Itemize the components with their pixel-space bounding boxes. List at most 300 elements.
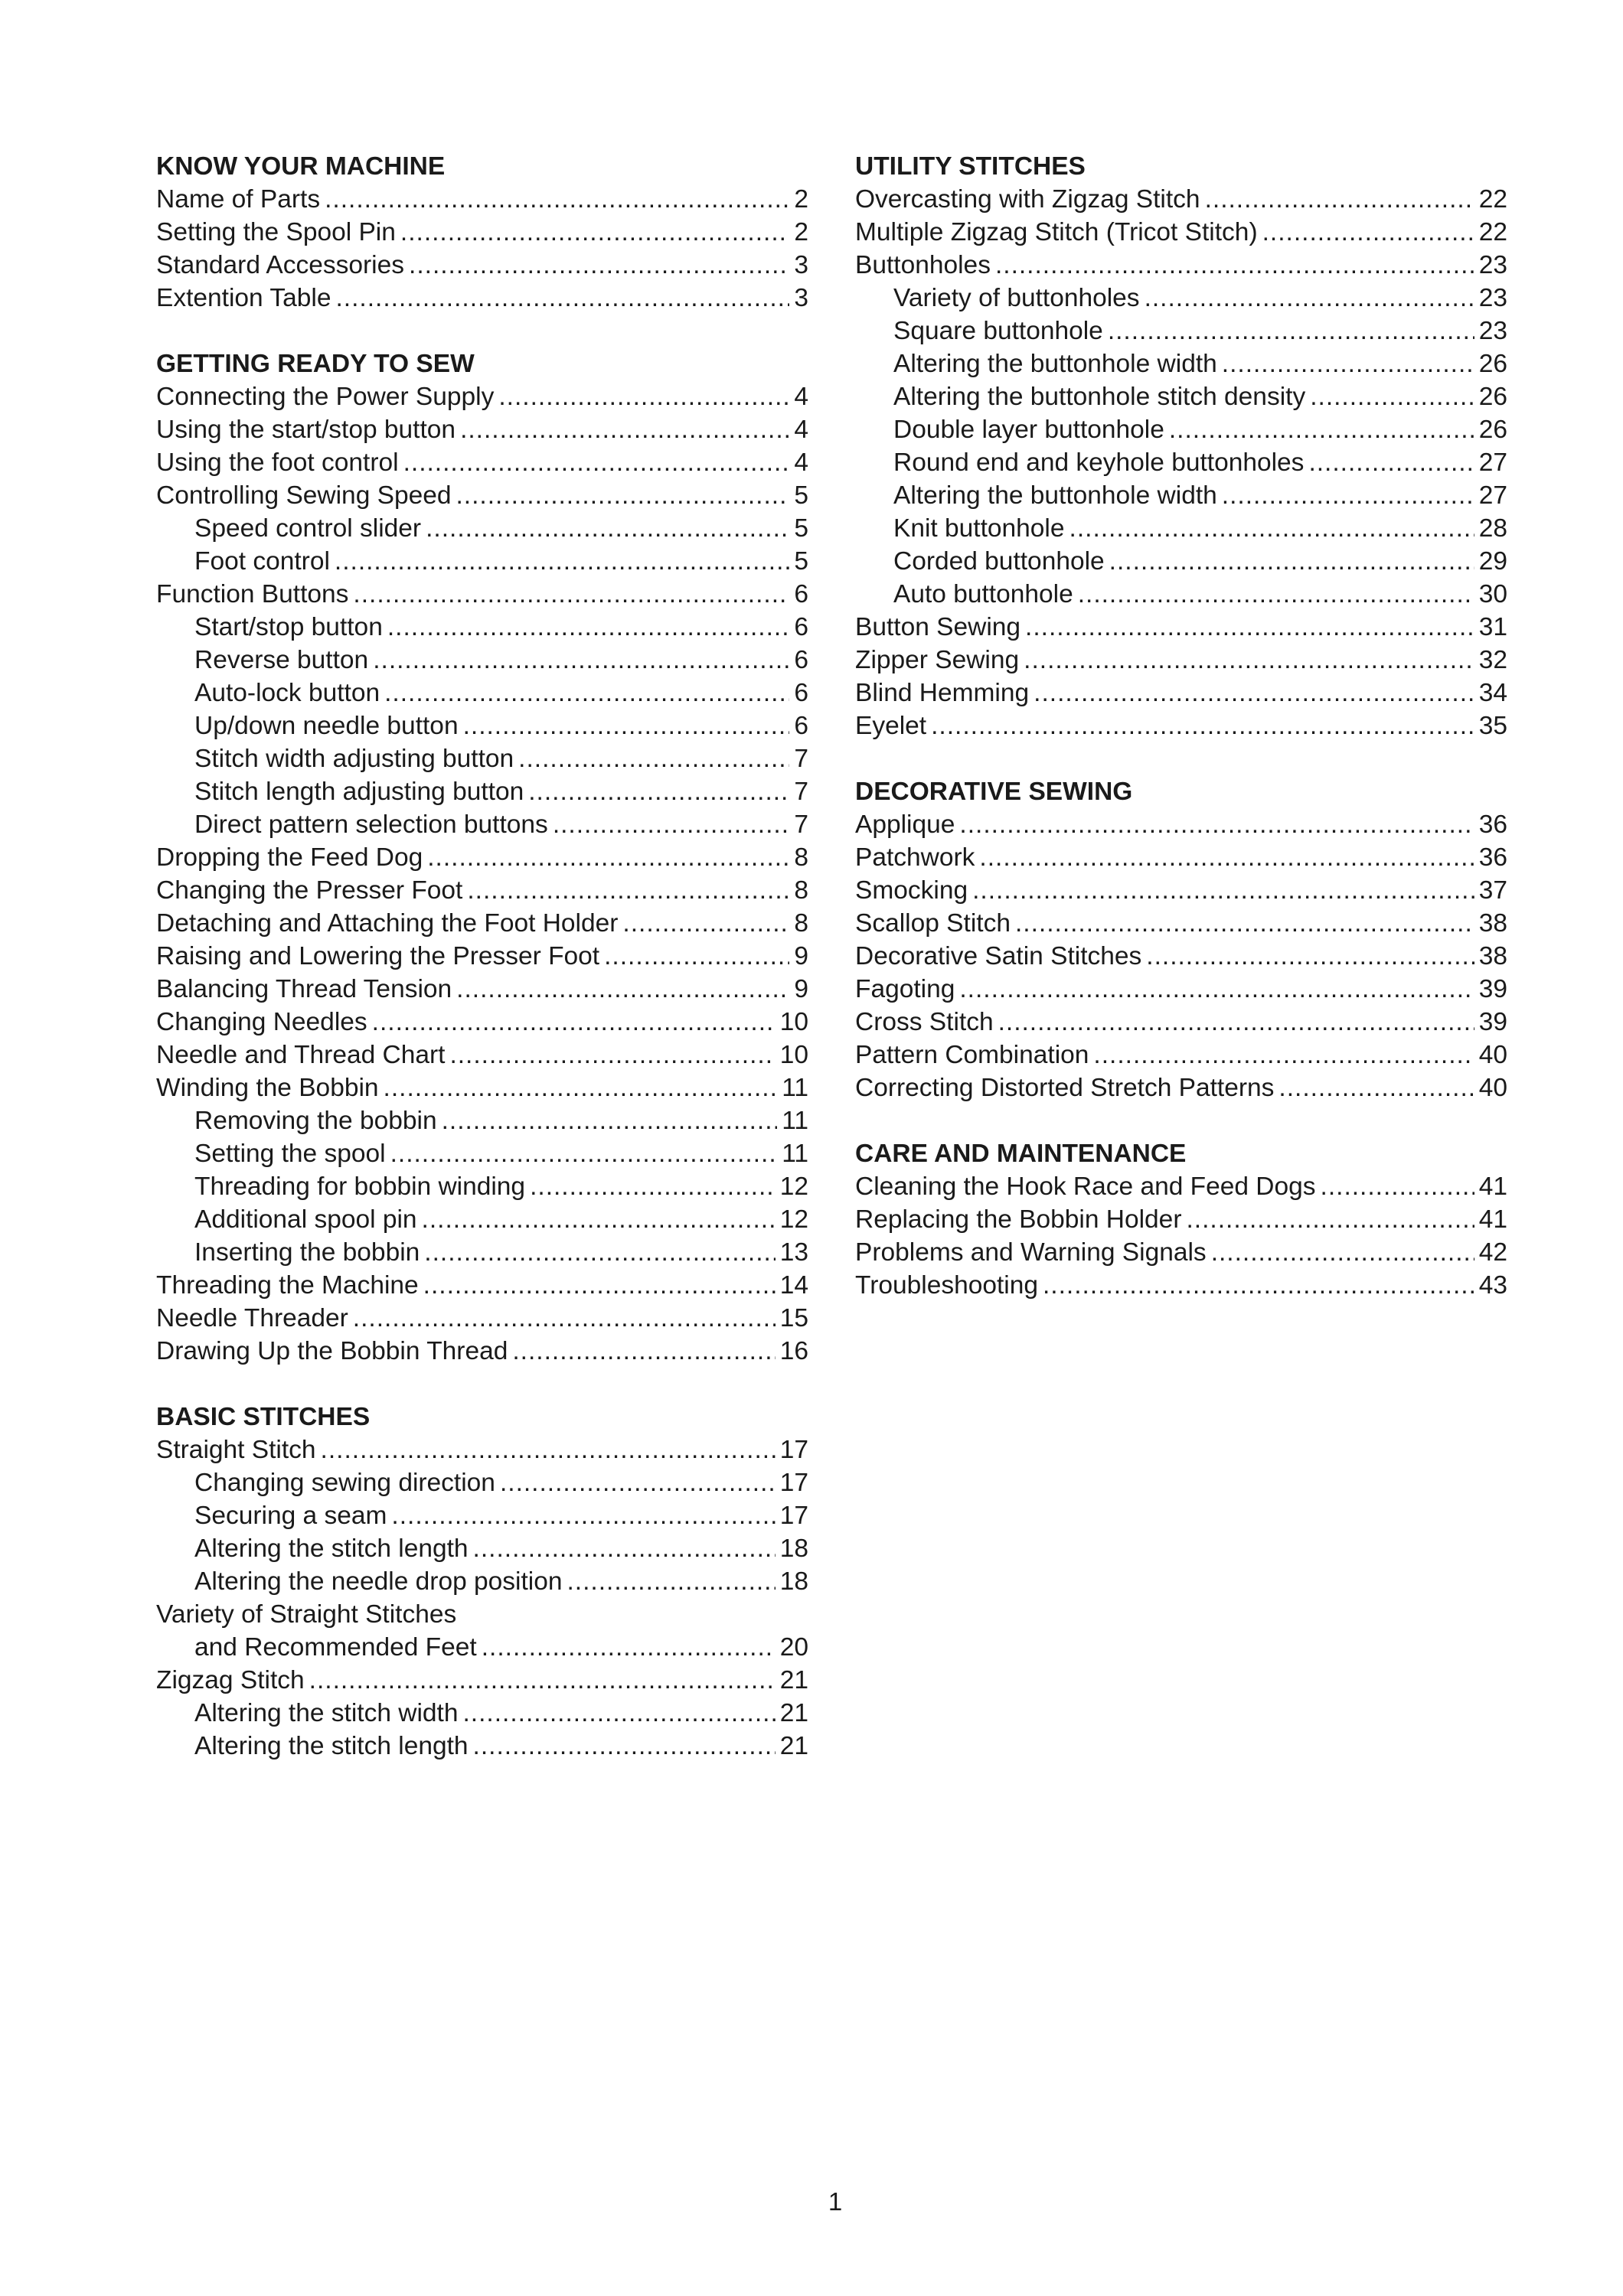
dot-leader xyxy=(553,808,790,841)
entry-page-number: 7 xyxy=(794,745,808,773)
entry-page-number: 22 xyxy=(1478,218,1507,246)
toc-entry xyxy=(156,1071,808,1104)
toc-entry xyxy=(156,677,808,709)
entry-page-number: 14 xyxy=(779,1271,808,1300)
dot-leader xyxy=(1145,282,1474,315)
entry-page-number: 4 xyxy=(794,416,808,444)
entry-page-number: 21 xyxy=(779,1699,808,1727)
toc-entry xyxy=(156,808,808,841)
toc-entry xyxy=(156,1302,808,1335)
toc-entry xyxy=(156,1466,808,1499)
entry-page-number: 11 xyxy=(782,1074,808,1102)
toc-entry xyxy=(855,808,1507,841)
entry-title: Smocking xyxy=(855,876,968,905)
toc-entry xyxy=(156,545,808,578)
dot-leader xyxy=(1024,644,1474,677)
dot-leader xyxy=(325,183,789,216)
entry-page-number: 9 xyxy=(794,975,808,1003)
entry-page-number: 21 xyxy=(779,1666,808,1694)
dot-leader xyxy=(567,1565,776,1598)
dot-leader xyxy=(427,841,789,874)
dot-leader xyxy=(979,841,1474,874)
dot-leader xyxy=(422,1203,776,1236)
entry-page-number: 43 xyxy=(1478,1271,1507,1300)
entry-page-number: 12 xyxy=(779,1172,808,1201)
dot-leader xyxy=(1108,315,1474,347)
toc-entry xyxy=(156,216,808,249)
dot-leader xyxy=(1025,611,1474,644)
dot-leader xyxy=(1211,1236,1474,1269)
entry-page-number: 40 xyxy=(1478,1074,1507,1102)
entry-page-number: 2 xyxy=(794,218,808,246)
dot-leader xyxy=(1069,512,1474,545)
entry-title: Stitch length adjusting button xyxy=(194,778,524,806)
dot-leader xyxy=(1109,545,1474,578)
entry-page-number: 8 xyxy=(794,876,808,905)
entry-page-number: 7 xyxy=(794,810,808,839)
entry-title: Changing the Presser Foot xyxy=(156,876,463,905)
dot-leader xyxy=(1321,1170,1474,1203)
entry-title: Inserting the bobbin xyxy=(194,1238,420,1267)
entry-page-number: 41 xyxy=(1478,1205,1507,1234)
entry-page-number: 15 xyxy=(779,1304,808,1332)
entry-page-number: 10 xyxy=(779,1008,808,1036)
toc-entry xyxy=(156,512,808,545)
entry-page-number: 26 xyxy=(1478,416,1507,444)
dot-leader xyxy=(456,973,789,1006)
toc-entry xyxy=(855,611,1507,644)
dot-leader xyxy=(1262,216,1474,249)
dot-leader xyxy=(462,1697,775,1730)
toc-section-basic-stitches xyxy=(156,1401,808,1763)
entry-page-number: 3 xyxy=(794,284,808,312)
entry-title: Balancing Thread Tension xyxy=(156,975,452,1003)
entry-title: Start/stop button xyxy=(194,613,383,641)
entry-title: Foot control xyxy=(194,547,330,576)
toc-entry xyxy=(156,1664,808,1697)
entry-page-number: 36 xyxy=(1478,843,1507,872)
entry-page-number: 40 xyxy=(1478,1041,1507,1069)
toc-entry xyxy=(855,545,1507,578)
entry-title: Securing a seam xyxy=(194,1502,387,1530)
dot-leader xyxy=(931,709,1474,742)
dot-leader xyxy=(498,380,789,413)
toc-entry xyxy=(855,1006,1507,1039)
entry-page-number: 13 xyxy=(779,1238,808,1267)
entry-title: Decorative Satin Stitches xyxy=(855,942,1142,970)
dot-leader xyxy=(473,1532,776,1565)
entry-page-number: 3 xyxy=(794,251,808,279)
entry-page-number: 6 xyxy=(794,580,808,608)
entry-page-number: 41 xyxy=(1478,1172,1507,1201)
dot-leader xyxy=(1310,380,1474,413)
toc-entry xyxy=(855,578,1507,611)
toc-entry xyxy=(855,874,1507,907)
dot-leader xyxy=(442,1104,778,1137)
entry-title: Connecting the Power Supply xyxy=(156,383,495,411)
entry-page-number: 4 xyxy=(794,383,808,411)
dot-leader xyxy=(335,545,789,578)
entry-page-number: 9 xyxy=(794,942,808,970)
entry-title: Threading for bobbin winding xyxy=(194,1172,526,1201)
entry-title: Buttonholes xyxy=(855,251,991,279)
toc-entry xyxy=(156,1137,808,1170)
entry-title: Blind Hemming xyxy=(855,679,1030,707)
dot-leader xyxy=(995,249,1474,282)
dot-leader xyxy=(959,973,1474,1006)
dot-leader xyxy=(373,644,789,677)
entry-title: Drawing Up the Bobbin Thread xyxy=(156,1337,508,1365)
toc-entry xyxy=(156,709,808,742)
entry-page-number: 7 xyxy=(794,778,808,806)
toc-entry xyxy=(156,1039,808,1071)
toc-entry xyxy=(855,249,1507,282)
entry-title: Scallop Stitch xyxy=(855,909,1011,938)
entry-page-number: 26 xyxy=(1478,350,1507,378)
entry-page-number: 27 xyxy=(1478,448,1507,477)
entry-page-number: 23 xyxy=(1478,251,1507,279)
toc-entry xyxy=(156,446,808,479)
toc-entry xyxy=(156,775,808,808)
entry-title: Cross Stitch xyxy=(855,1008,994,1036)
toc-entry xyxy=(855,413,1507,446)
dot-leader xyxy=(528,775,789,808)
dot-leader xyxy=(473,1730,776,1763)
section-heading: KNOW YOUR MACHINE xyxy=(156,152,446,181)
entry-page-number: 20 xyxy=(779,1633,808,1662)
section-heading: BASIC STITCHES xyxy=(156,1403,371,1431)
dot-leader xyxy=(1146,940,1474,973)
toc-entry xyxy=(156,1433,808,1466)
dot-leader xyxy=(384,677,789,709)
entry-title: Button Sewing xyxy=(855,613,1021,641)
entry-title: Corded buttonhole xyxy=(893,547,1105,576)
toc-entry xyxy=(156,742,808,775)
toc-entry xyxy=(855,1071,1507,1104)
toc-entry xyxy=(156,479,808,512)
toc-entry xyxy=(156,578,808,611)
entry-title: Zigzag Stitch xyxy=(156,1666,305,1694)
toc-right-column xyxy=(855,150,1507,1335)
entry-title: Pattern Combination xyxy=(855,1041,1089,1069)
toc-entry xyxy=(156,940,808,973)
toc-entry xyxy=(855,1039,1507,1071)
entry-page-number: 8 xyxy=(794,909,808,938)
dot-leader xyxy=(972,874,1474,907)
entry-page-number: 6 xyxy=(794,679,808,707)
toc-entry xyxy=(855,512,1507,545)
entry-title: Altering the stitch length xyxy=(194,1732,469,1760)
entry-title: Direct pattern selection buttons xyxy=(194,810,548,839)
entry-title: Knit buttonhole xyxy=(893,514,1065,543)
entry-page-number: 6 xyxy=(794,646,808,674)
section-heading: GETTING READY TO SEW xyxy=(156,350,475,378)
dot-leader xyxy=(1222,347,1474,380)
dot-leader xyxy=(384,1071,778,1104)
entry-page-number: 26 xyxy=(1478,383,1507,411)
entry-page-number: 11 xyxy=(782,1140,808,1168)
entry-page-number: 37 xyxy=(1478,876,1507,905)
entry-page-number: 18 xyxy=(779,1567,808,1596)
entry-title: Changing sewing direction xyxy=(194,1469,495,1497)
dot-leader xyxy=(959,808,1474,841)
entry-title: Eyelet xyxy=(855,712,927,740)
dot-leader xyxy=(1205,183,1474,216)
entry-title: Altering the buttonhole width xyxy=(893,350,1217,378)
entry-title: Problems and Warning Signals xyxy=(855,1238,1207,1267)
dot-leader xyxy=(403,446,790,479)
toc-section-utility-stitches xyxy=(855,150,1507,742)
toc-entry xyxy=(156,644,808,677)
toc-entry xyxy=(855,446,1507,479)
entry-title: Using the start/stop button xyxy=(156,416,456,444)
entry-page-number: 8 xyxy=(794,843,808,872)
toc-section-care-and-maintenance xyxy=(855,1137,1507,1302)
toc-entry xyxy=(855,907,1507,940)
dot-leader xyxy=(456,479,790,512)
dot-leader xyxy=(335,282,789,315)
entry-page-number: 34 xyxy=(1478,679,1507,707)
entry-page-number: 17 xyxy=(779,1469,808,1497)
dot-leader xyxy=(622,907,789,940)
entry-page-number: 5 xyxy=(794,547,808,576)
dot-leader xyxy=(390,1137,778,1170)
entry-title: and Recommended Feet xyxy=(194,1633,477,1662)
toc-entry xyxy=(855,183,1507,216)
toc-entry xyxy=(156,380,808,413)
entry-title: Removing the bobbin xyxy=(194,1107,437,1135)
dot-leader xyxy=(512,1335,775,1368)
entry-title: Round end and keyhole buttonholes xyxy=(893,448,1305,477)
entry-title: Needle and Thread Chart xyxy=(156,1041,446,1069)
toc-entry xyxy=(855,1269,1507,1302)
dot-leader xyxy=(530,1170,776,1203)
entry-page-number: 39 xyxy=(1478,1008,1507,1036)
entry-title: Standard Accessories xyxy=(156,251,405,279)
dot-leader xyxy=(426,512,789,545)
entry-title: Detaching and Attaching the Foot Holder xyxy=(156,909,619,938)
page-number: 1 xyxy=(828,2187,843,2216)
toc-entry xyxy=(855,479,1507,512)
entry-page-number: 28 xyxy=(1478,514,1507,543)
entry-page-number: 23 xyxy=(1478,317,1507,345)
entry-page-number: 36 xyxy=(1478,810,1507,839)
dot-leader xyxy=(1169,413,1474,446)
dot-leader xyxy=(424,1236,775,1269)
entry-page-number: 10 xyxy=(779,1041,808,1069)
entry-page-number: 2 xyxy=(794,185,808,214)
toc-entry xyxy=(156,1730,808,1763)
entry-title: Controlling Sewing Speed xyxy=(156,481,452,510)
entry-page-number: 38 xyxy=(1478,942,1507,970)
section-heading: CARE AND MAINTENANCE xyxy=(855,1140,1187,1168)
entry-title: Raising and Lowering the Presser Foot xyxy=(156,942,600,970)
dot-leader xyxy=(1093,1039,1474,1071)
dot-leader xyxy=(391,1499,775,1532)
entry-page-number: 32 xyxy=(1478,646,1507,674)
entry-page-number: 27 xyxy=(1478,481,1507,510)
entry-title: Stitch width adjusting button xyxy=(194,745,514,773)
toc-entry xyxy=(855,1203,1507,1236)
toc-entry xyxy=(855,315,1507,347)
toc-entry xyxy=(156,1170,808,1203)
toc-entry xyxy=(855,347,1507,380)
toc-entry xyxy=(156,1565,808,1598)
entry-title: Auto-lock button xyxy=(194,679,380,707)
toc-entry xyxy=(156,1598,808,1631)
entry-title: Reverse button xyxy=(194,646,369,674)
entry-page-number: 17 xyxy=(779,1436,808,1464)
dot-leader xyxy=(353,578,789,611)
entry-title: Speed control slider xyxy=(194,514,422,543)
entry-title: Setting the Spool Pin xyxy=(156,218,396,246)
dot-leader xyxy=(1043,1269,1474,1302)
entry-title: Correcting Distorted Stretch Patterns xyxy=(855,1074,1275,1102)
dot-leader xyxy=(321,1433,776,1466)
entry-page-number: 21 xyxy=(779,1732,808,1760)
dot-leader xyxy=(387,611,790,644)
entry-title: Threading the Machine xyxy=(156,1271,419,1300)
entry-title: Function Buttons xyxy=(156,580,349,608)
entry-page-number: 5 xyxy=(794,481,808,510)
toc-entry xyxy=(156,1532,808,1565)
dot-leader xyxy=(309,1664,776,1697)
entry-page-number: 6 xyxy=(794,712,808,740)
entry-title: Using the foot control xyxy=(156,448,399,477)
toc-entry xyxy=(156,1269,808,1302)
entry-page-number: 4 xyxy=(794,448,808,477)
entry-page-number: 23 xyxy=(1478,284,1507,312)
dot-leader xyxy=(998,1006,1474,1039)
toc-section-getting-ready-to-sew xyxy=(156,347,808,1368)
entry-page-number: 18 xyxy=(779,1534,808,1563)
toc-entry xyxy=(855,644,1507,677)
toc-entry xyxy=(156,973,808,1006)
entry-page-number: 12 xyxy=(779,1205,808,1234)
dot-leader xyxy=(372,1006,776,1039)
toc-entry xyxy=(156,1631,808,1664)
dot-leader xyxy=(449,1039,775,1071)
toc-entry xyxy=(855,1236,1507,1269)
toc-entry xyxy=(156,1697,808,1730)
entry-page-number: 39 xyxy=(1478,975,1507,1003)
entry-page-number: 29 xyxy=(1478,547,1507,576)
entry-page-number: 22 xyxy=(1478,185,1507,214)
toc-entry xyxy=(156,841,808,874)
entry-page-number: 17 xyxy=(779,1502,808,1530)
dot-leader xyxy=(400,216,789,249)
entry-title: Name of Parts xyxy=(156,185,321,214)
dot-leader xyxy=(1222,479,1474,512)
dot-leader xyxy=(460,413,789,446)
entry-title: Altering the needle drop position xyxy=(194,1567,563,1596)
toc-entry xyxy=(855,973,1507,1006)
dot-leader xyxy=(500,1466,776,1499)
toc-entry xyxy=(156,1499,808,1532)
entry-title: Straight Stitch xyxy=(156,1436,316,1464)
dot-leader xyxy=(409,249,789,282)
entry-title: Dropping the Feed Dog xyxy=(156,843,423,872)
toc-entry xyxy=(156,249,808,282)
section-heading: UTILITY STITCHES xyxy=(855,152,1086,181)
toc-entry xyxy=(855,940,1507,973)
toc-entry xyxy=(156,282,808,315)
toc-entry xyxy=(855,709,1507,742)
toc-section-decorative-sewing xyxy=(855,775,1507,1104)
entry-title: Altering the stitch length xyxy=(194,1534,469,1563)
toc-entry xyxy=(156,1006,808,1039)
dot-leader xyxy=(423,1269,776,1302)
entry-title: Zipper Sewing xyxy=(855,646,1020,674)
entry-page-number: 16 xyxy=(779,1337,808,1365)
entry-title: Replacing the Bobbin Holder xyxy=(855,1205,1182,1234)
toc-entry xyxy=(156,1203,808,1236)
entry-page-number: 5 xyxy=(794,514,808,543)
dot-leader xyxy=(518,742,789,775)
toc-entry xyxy=(156,1335,808,1368)
entry-title: Up/down needle button xyxy=(194,712,459,740)
dot-leader xyxy=(1186,1203,1474,1236)
entry-title: Variety of Straight Stitches xyxy=(156,1600,457,1629)
entry-title: Auto buttonhole xyxy=(893,580,1073,608)
entry-title: Troubleshooting xyxy=(855,1271,1038,1300)
entry-title: Changing Needles xyxy=(156,1008,367,1036)
entry-title: Needle Threader xyxy=(156,1304,348,1332)
entry-title: Fagoting xyxy=(855,975,955,1003)
toc-entry xyxy=(156,413,808,446)
entry-title: Cleaning the Hook Race and Feed Dogs xyxy=(855,1172,1316,1201)
toc-entry xyxy=(156,907,808,940)
entry-page-number: 42 xyxy=(1478,1238,1507,1267)
entry-title: Applique xyxy=(855,810,955,839)
entry-title: Setting the spool xyxy=(194,1140,386,1168)
entry-title: Double layer buttonhole xyxy=(893,416,1164,444)
entry-title: Extention Table xyxy=(156,284,331,312)
dot-leader xyxy=(1015,907,1474,940)
entry-title: Overcasting with Zigzag Stitch xyxy=(855,185,1200,214)
toc-left-column xyxy=(156,150,808,1795)
entry-title: Altering the buttonhole width xyxy=(893,481,1217,510)
dot-leader xyxy=(353,1302,776,1335)
toc-entry xyxy=(855,677,1507,709)
entry-title: Square buttonhole xyxy=(893,317,1103,345)
section-heading: DECORATIVE SEWING xyxy=(855,778,1133,806)
toc-entry xyxy=(156,611,808,644)
entry-title: Winding the Bobbin xyxy=(156,1074,379,1102)
dot-leader xyxy=(1034,677,1474,709)
entry-page-number: 31 xyxy=(1478,613,1507,641)
toc-entry xyxy=(156,1104,808,1137)
dot-leader xyxy=(604,940,789,973)
dot-leader xyxy=(1308,446,1474,479)
toc-entry xyxy=(156,1236,808,1269)
toc-entry xyxy=(855,282,1507,315)
entry-page-number: 38 xyxy=(1478,909,1507,938)
entry-page-number: 11 xyxy=(782,1107,808,1135)
dot-leader xyxy=(1078,578,1474,611)
entry-title: Multiple Zigzag Stitch (Tricot Stitch) xyxy=(855,218,1258,246)
toc-entry xyxy=(156,874,808,907)
entry-title: Variety of buttonholes xyxy=(893,284,1140,312)
entry-title: Altering the stitch width xyxy=(194,1699,459,1727)
dot-leader xyxy=(482,1631,776,1664)
entry-title: Patchwork xyxy=(855,843,975,872)
toc-entry xyxy=(855,1170,1507,1203)
dot-leader xyxy=(1278,1071,1474,1104)
toc-entry xyxy=(156,183,808,216)
entry-page-number: 35 xyxy=(1478,712,1507,740)
toc-entry xyxy=(855,216,1507,249)
